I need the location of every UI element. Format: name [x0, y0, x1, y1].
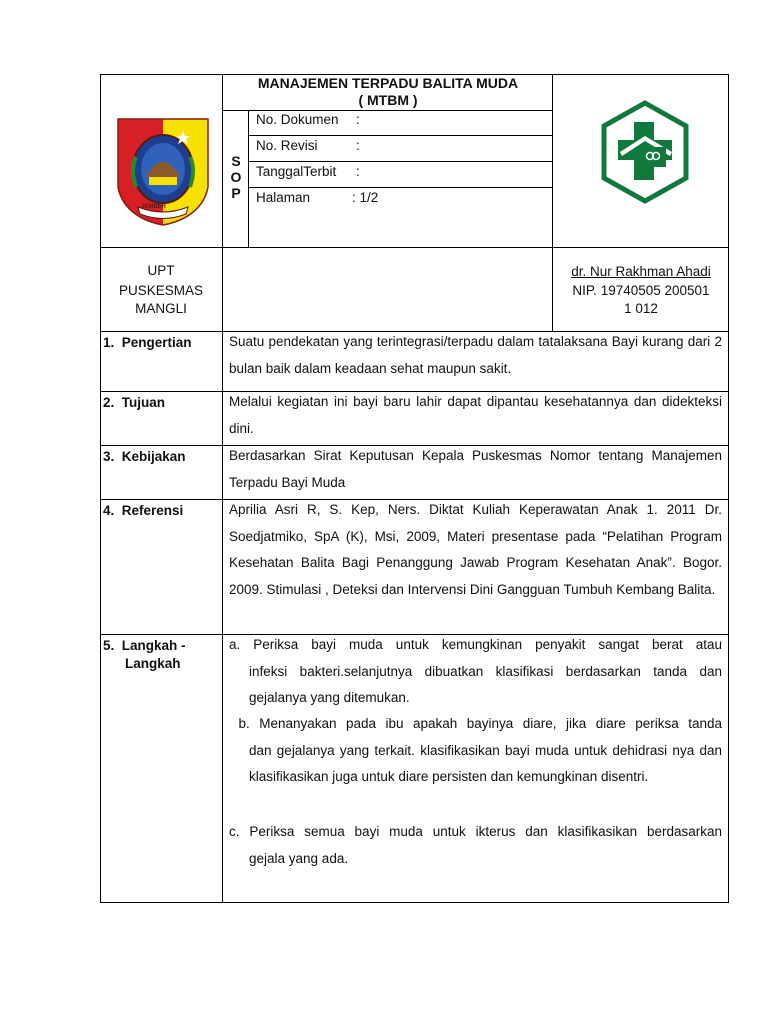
langkah-item-a-first: a. Periksa bayi muda untuk kemungkinan penyakit sangat berat atau [229, 637, 722, 652]
field-halaman-value: : 1/2 [352, 190, 379, 205]
sop-divider [248, 110, 249, 247]
field-halaman-label: Halaman [256, 190, 311, 205]
section-kebijakan-text: Berdasarkan Sirat Keputusan Kepala Puskesmas Nomor tentang Manajemen Terpadu Bayi Muda [229, 448, 722, 490]
doc-title-line1: MANAJEMEN TERPADU BALITA MUDA [257, 75, 519, 91]
title-divider [222, 110, 553, 111]
section-pengertian-text: Suatu pendekatan yang terintegrasi/terpadu dalam tatalaksana Bayi kurang dari 2 bulan baik dalam keadaan sehat maupun sakit. [229, 334, 722, 376]
section-tujuan-label: 2. Tujuan [103, 395, 166, 410]
column-divider-body [222, 588, 223, 903]
section-pengertian-label: 1. Pengertian [103, 335, 192, 350]
langkah-item-a [229, 632, 722, 712]
field-no-dokumen-label: No. Dokumen [256, 112, 339, 127]
langkah-item-c-rest: gejala yang ada. [249, 850, 349, 866]
field-no-dokumen-value: : [356, 112, 360, 127]
langkah-item-c [229, 819, 722, 872]
header-row-divider [100, 247, 729, 248]
section-referensi-text: Aprilia Asri R, S. Kep, Ners. Diktat Kuliah Keperawatan Anak 1. 2011 Dr. Soedjatmiko, SpA (K), Msi, 2009, Materi presentase pada “Pelatihan Program Kesehatan Balita Bagi Penanggung Jawab Program Kesehatan Anak”. Bogor. 2009. Stimulasi , Deteksi dan Intervensi Dini Gangguan Tumbuh Kembang Balita. [229, 502, 722, 597]
doc-title-line2: ( MTBM ) [358, 92, 418, 108]
langkah-item-a-rest: infeksi bakteri.selanjutnya dibuatkan klasifikasi berdasarkan tanda dan gejalanya yang ditemukan. [249, 663, 722, 705]
langkah-item-b-rest: dan gejalanya yang terkait. klasifikasikan bayi muda untuk dehidrasi nya dan klasifikasikan juga untuk diare persisten dan kemungkinan disentri. [249, 742, 722, 784]
section-kebijakan-label: 3. Kebijakan [103, 449, 186, 464]
sop-label: S O P [230, 153, 242, 201]
langkah-item-b-first: b. Menanyakan pada ibu apakah bayinya diare, jika diare periksa tanda [229, 716, 722, 731]
org-line-1: UPT [147, 263, 175, 278]
org-line-3: MANGLI [135, 301, 187, 316]
section-referensi-label: 4. Referensi [103, 503, 184, 518]
field-divider-1 [248, 135, 553, 136]
section-tujuan-text: Melalui kegiatan ini bayi baru lahir dapat dipantau kesehatannya dan didekteksi dini. [229, 394, 722, 436]
signer-nip-line1: NIP. 19740505 200501 [572, 283, 710, 298]
jember-logo-text: JEMBER [141, 204, 167, 210]
field-divider-3 [248, 187, 553, 188]
field-tanggal-terbit-label: TanggalTerbit [256, 164, 337, 179]
signer-nip-line2: 1 012 [624, 301, 658, 316]
field-divider-2 [248, 161, 553, 162]
langkah-item-c-first: c. Periksa semua bayi muda untuk ikterus dan klasifikasikan berdasarkan [229, 824, 722, 839]
section-langkah-label: 5. Langkah - [103, 638, 186, 653]
field-no-revisi-value: : [356, 138, 360, 153]
field-tanggal-terbit-value: : [356, 164, 360, 179]
jember-logo-icon [116, 117, 210, 232]
langkah-item-b [229, 711, 722, 791]
puskesmas-logo-icon [600, 100, 690, 204]
section-langkah-label-line2: Langkah [125, 656, 181, 671]
signer-name: dr. Nur Rakhman Ahadi [571, 264, 711, 279]
org-line-2: PUSKESMAS [118, 283, 204, 298]
field-no-revisi-label: No. Revisi [256, 138, 318, 153]
